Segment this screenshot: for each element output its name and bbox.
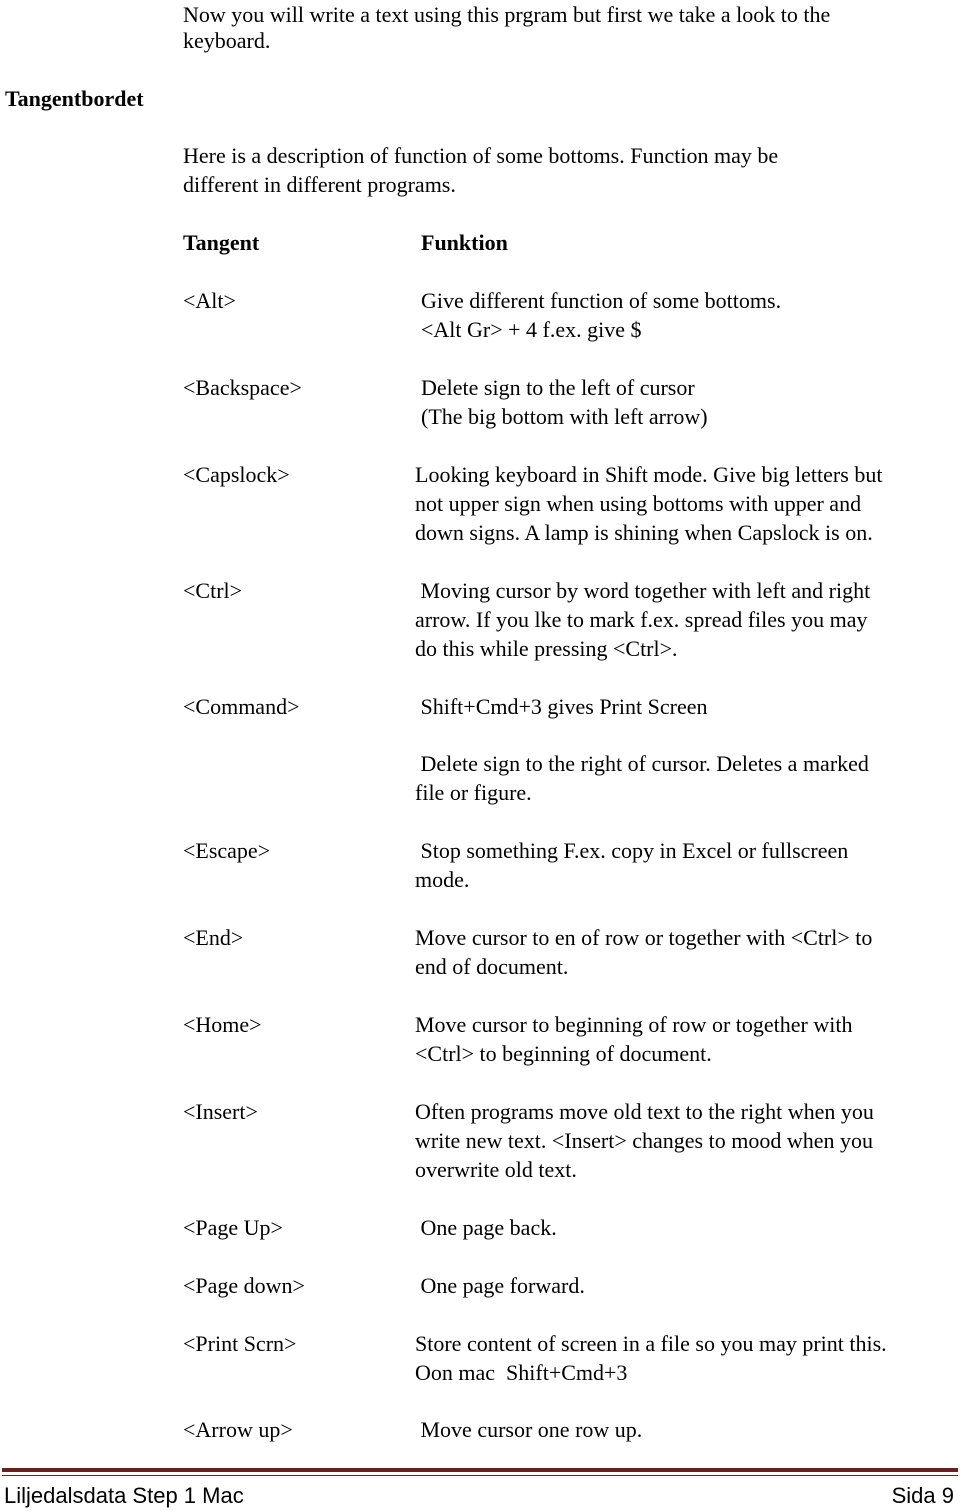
function-text-insert-3: overwrite old text. bbox=[415, 1157, 577, 1182]
intro-line-2: keyboard. bbox=[183, 28, 271, 53]
function-text-home-1: Move cursor to beginning of row or together with bbox=[415, 1012, 853, 1037]
function-text-backspace-1: Delete sign to the left of cursor bbox=[421, 375, 695, 400]
function-text-command-1: Shift+Cmd+3 gives Print Screen bbox=[415, 694, 708, 719]
function-text-capslock-2: not upper sign when using bottoms with upper and bbox=[415, 491, 862, 516]
description-line-1: Here is a description of function of some bottoms. Function may be bbox=[183, 143, 779, 168]
function-text-print-scrn-1: Store content of screen in a file so you may print this. bbox=[415, 1331, 887, 1356]
function-text-delete-2: file or figure. bbox=[415, 780, 532, 805]
function-text-home-2: <Ctrl> to beginning of document. bbox=[415, 1041, 712, 1066]
key-label-backspace: <Backspace> bbox=[183, 375, 302, 400]
function-text-page-up-1: One page back. bbox=[415, 1215, 557, 1240]
function-text-escape-2: mode. bbox=[415, 867, 470, 892]
key-label-home: <Home> bbox=[183, 1012, 262, 1037]
key-label-insert: <Insert> bbox=[183, 1099, 258, 1124]
key-label-command: <Command> bbox=[183, 694, 300, 719]
description-line-2: different in different programs. bbox=[183, 172, 456, 197]
key-label-ctrl: <Ctrl> bbox=[183, 578, 243, 603]
function-text-insert-2: write new text. <Insert> changes to mood when you bbox=[415, 1128, 873, 1153]
function-text-page-down-1: One page forward. bbox=[415, 1273, 585, 1298]
footer-rule-thin bbox=[2, 1475, 958, 1476]
footer-page-number: Sida 9 bbox=[891, 1483, 954, 1508]
column-header-key: Tangent bbox=[183, 230, 260, 255]
key-label-capslock: <Capslock> bbox=[183, 462, 290, 487]
function-text-capslock-1: Looking keyboard in Shift mode. Give big letters but bbox=[415, 462, 883, 487]
function-text-ctrl-3: do this while pressing <Ctrl>. bbox=[415, 636, 678, 661]
function-text-escape-1: Stop something F.ex. copy in Excel or fullscreen bbox=[415, 838, 849, 863]
section-heading: Tangentbordet bbox=[5, 86, 144, 111]
key-label-escape: <Escape> bbox=[183, 838, 271, 863]
key-label-alt: <Alt> bbox=[183, 288, 236, 313]
function-text-arrow-up-1: Move cursor one row up. bbox=[415, 1417, 643, 1442]
footer-rule-thick bbox=[2, 1468, 958, 1472]
function-text-delete-1: Delete sign to the right of cursor. Deletes a marked bbox=[415, 751, 869, 776]
function-text-alt-2: <Alt Gr> + 4 f.ex. give $ bbox=[421, 317, 642, 342]
key-label-arrow-up: <Arrow up> bbox=[183, 1417, 293, 1442]
function-text-alt-1: Give different function of some bottoms. bbox=[421, 288, 782, 313]
function-text-print-scrn-2: Oon mac Shift+Cmd+3 bbox=[415, 1360, 628, 1385]
function-text-end-1: Move cursor to en of row or together with <Ctrl> to bbox=[415, 925, 873, 950]
footer-document-title: Liljedalsdata Step 1 Mac bbox=[4, 1483, 244, 1508]
function-text-capslock-3: down signs. A lamp is shining when Capslock is on. bbox=[415, 520, 873, 545]
key-label-page-down: <Page down> bbox=[183, 1273, 305, 1298]
column-header-function: Funktion bbox=[421, 230, 508, 255]
function-text-insert-1: Often programs move old text to the right when you bbox=[415, 1099, 874, 1124]
key-label-print-scrn: <Print Scrn> bbox=[183, 1331, 297, 1356]
function-text-ctrl-2: arrow. If you lke to mark f.ex. spread files you may bbox=[415, 607, 868, 632]
intro-line-1: Now you will write a text using this prgram but first we take a look to the bbox=[183, 2, 831, 27]
function-text-ctrl-1: Moving cursor by word together with left and right bbox=[415, 578, 871, 603]
function-text-backspace-2: (The big bottom with left arrow) bbox=[421, 404, 708, 429]
key-label-page-up: <Page Up> bbox=[183, 1215, 283, 1240]
function-text-end-2: end of document. bbox=[415, 954, 569, 979]
key-label-end: <End> bbox=[183, 925, 244, 950]
